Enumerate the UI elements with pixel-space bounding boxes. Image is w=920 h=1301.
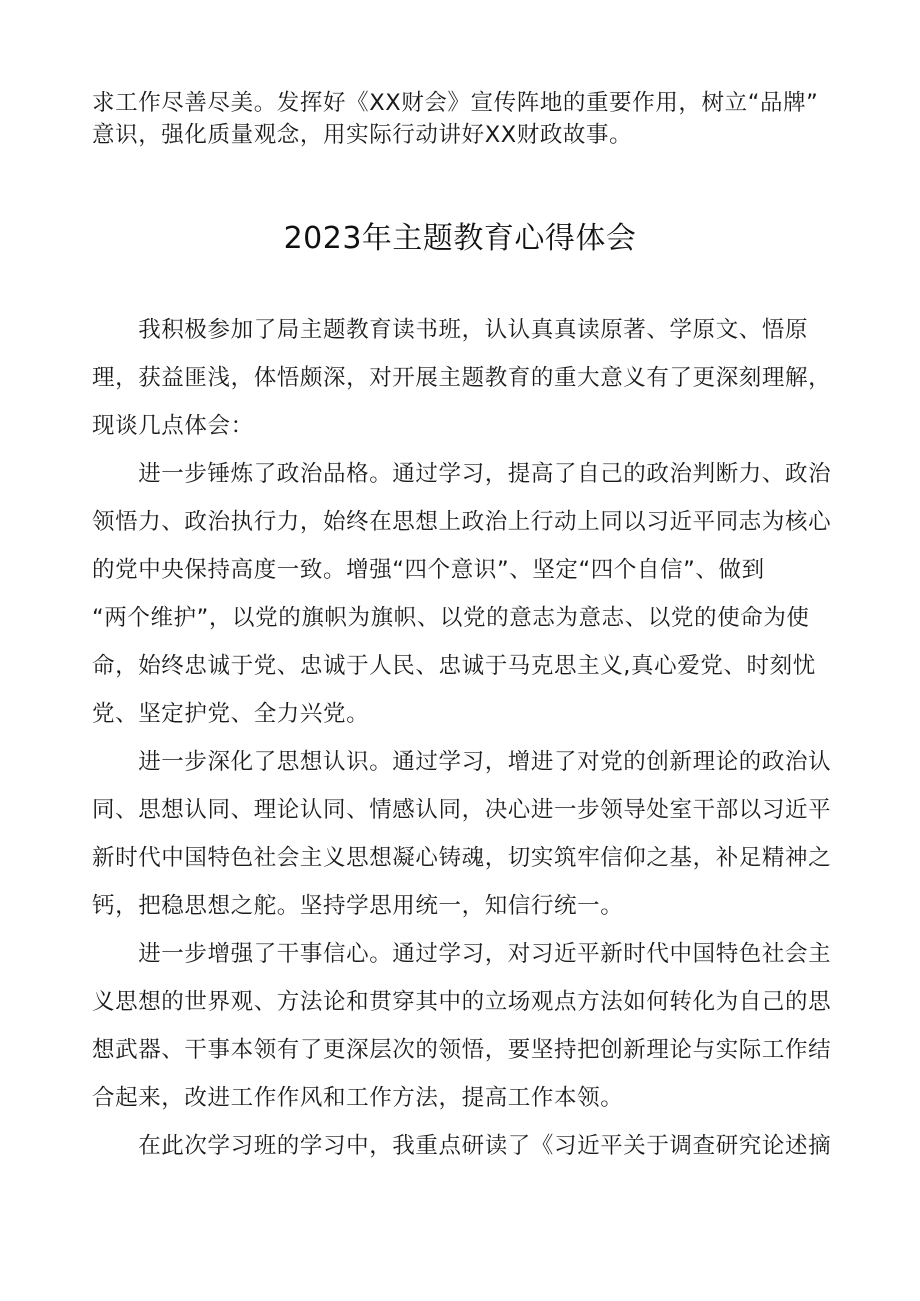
paragraph-2-line-1: 进一步锤炼了政治品格。通过学习，提高了自己的政治判断力、政治 (92, 461, 832, 487)
paragraph-2-line-4: “两个维护”，以党的旗帜为旗帜、以党的意志为意志、以党的使命为使 (92, 605, 810, 631)
paragraph-3-line-1: 进一步深化了思想认识。通过学习，增进了对党的创新理论的政治认 (92, 749, 832, 775)
paragraph-4-line-4: 合起来，改进工作作风和工作方法，提高工作本领。 (92, 1085, 624, 1111)
continuation-line-2: 意识，强化质量观念，用实际行动讲好XX财政故事。 (92, 122, 633, 148)
paragraph-3-line-4: 钙，把稳思想之舵。坚持学思用统一，知信行统一。 (92, 893, 624, 919)
paragraph-3-line-3: 新时代中国特色社会主义思想凝心铸魂，切实筑牢信仰之基，补足精神之 (92, 845, 832, 871)
paragraph-5-line-1: 在此次学习班的学习中，我重点研读了《习近平关于调查研究论述摘 (92, 1133, 832, 1159)
paragraph-2-line-6: 党、坚定护党、全力兴党。 (92, 701, 370, 727)
paragraph-1-line-2: 理，获益匪浅，体悟颇深，对开展主题教育的重大意义有了更深刻理解， (92, 365, 832, 391)
paragraph-2-line-2: 领悟力、政治执行力，始终在思想上政治上行动上同以习近平同志为核心 (92, 509, 832, 535)
paragraph-4-line-1: 进一步增强了干事信心。通过学习，对习近平新时代中国特色社会主 (92, 941, 832, 967)
paragraph-2-line-5: 命，始终忠诚于党、忠诚于人民、忠诚于马克思主义,真心爱党、时刻忧 (92, 653, 816, 679)
continuation-line-1: 求工作尽善尽美。发挥好《XX财会》宣传阵地的重要作用，树立“品牌” (92, 90, 819, 116)
document-title: 2023年主题教育心得体会 (283, 221, 637, 256)
paragraph-1-line-3: 现谈几点体会： (92, 413, 254, 439)
paragraph-4-line-3: 想武器、干事本领有了更深层次的领悟，要坚持把创新理论与实际工作结 (92, 1037, 832, 1063)
paragraph-1-line-1: 我积极参加了局主题教育读书班，认认真真读原著、学原文、悟原 (92, 317, 809, 343)
paragraph-2-line-3: 的党中央保持高度一致。增强“四个意识”、坚定“四个自信”、做到 (92, 557, 765, 583)
paragraph-3-line-2: 同、思想认同、理论认同、情感认同，决心进一步领导处室干部以习近平 (92, 797, 832, 823)
paragraph-4-line-2: 义思想的世界观、方法论和贯穿其中的立场观点方法如何转化为自己的思 (92, 989, 832, 1015)
